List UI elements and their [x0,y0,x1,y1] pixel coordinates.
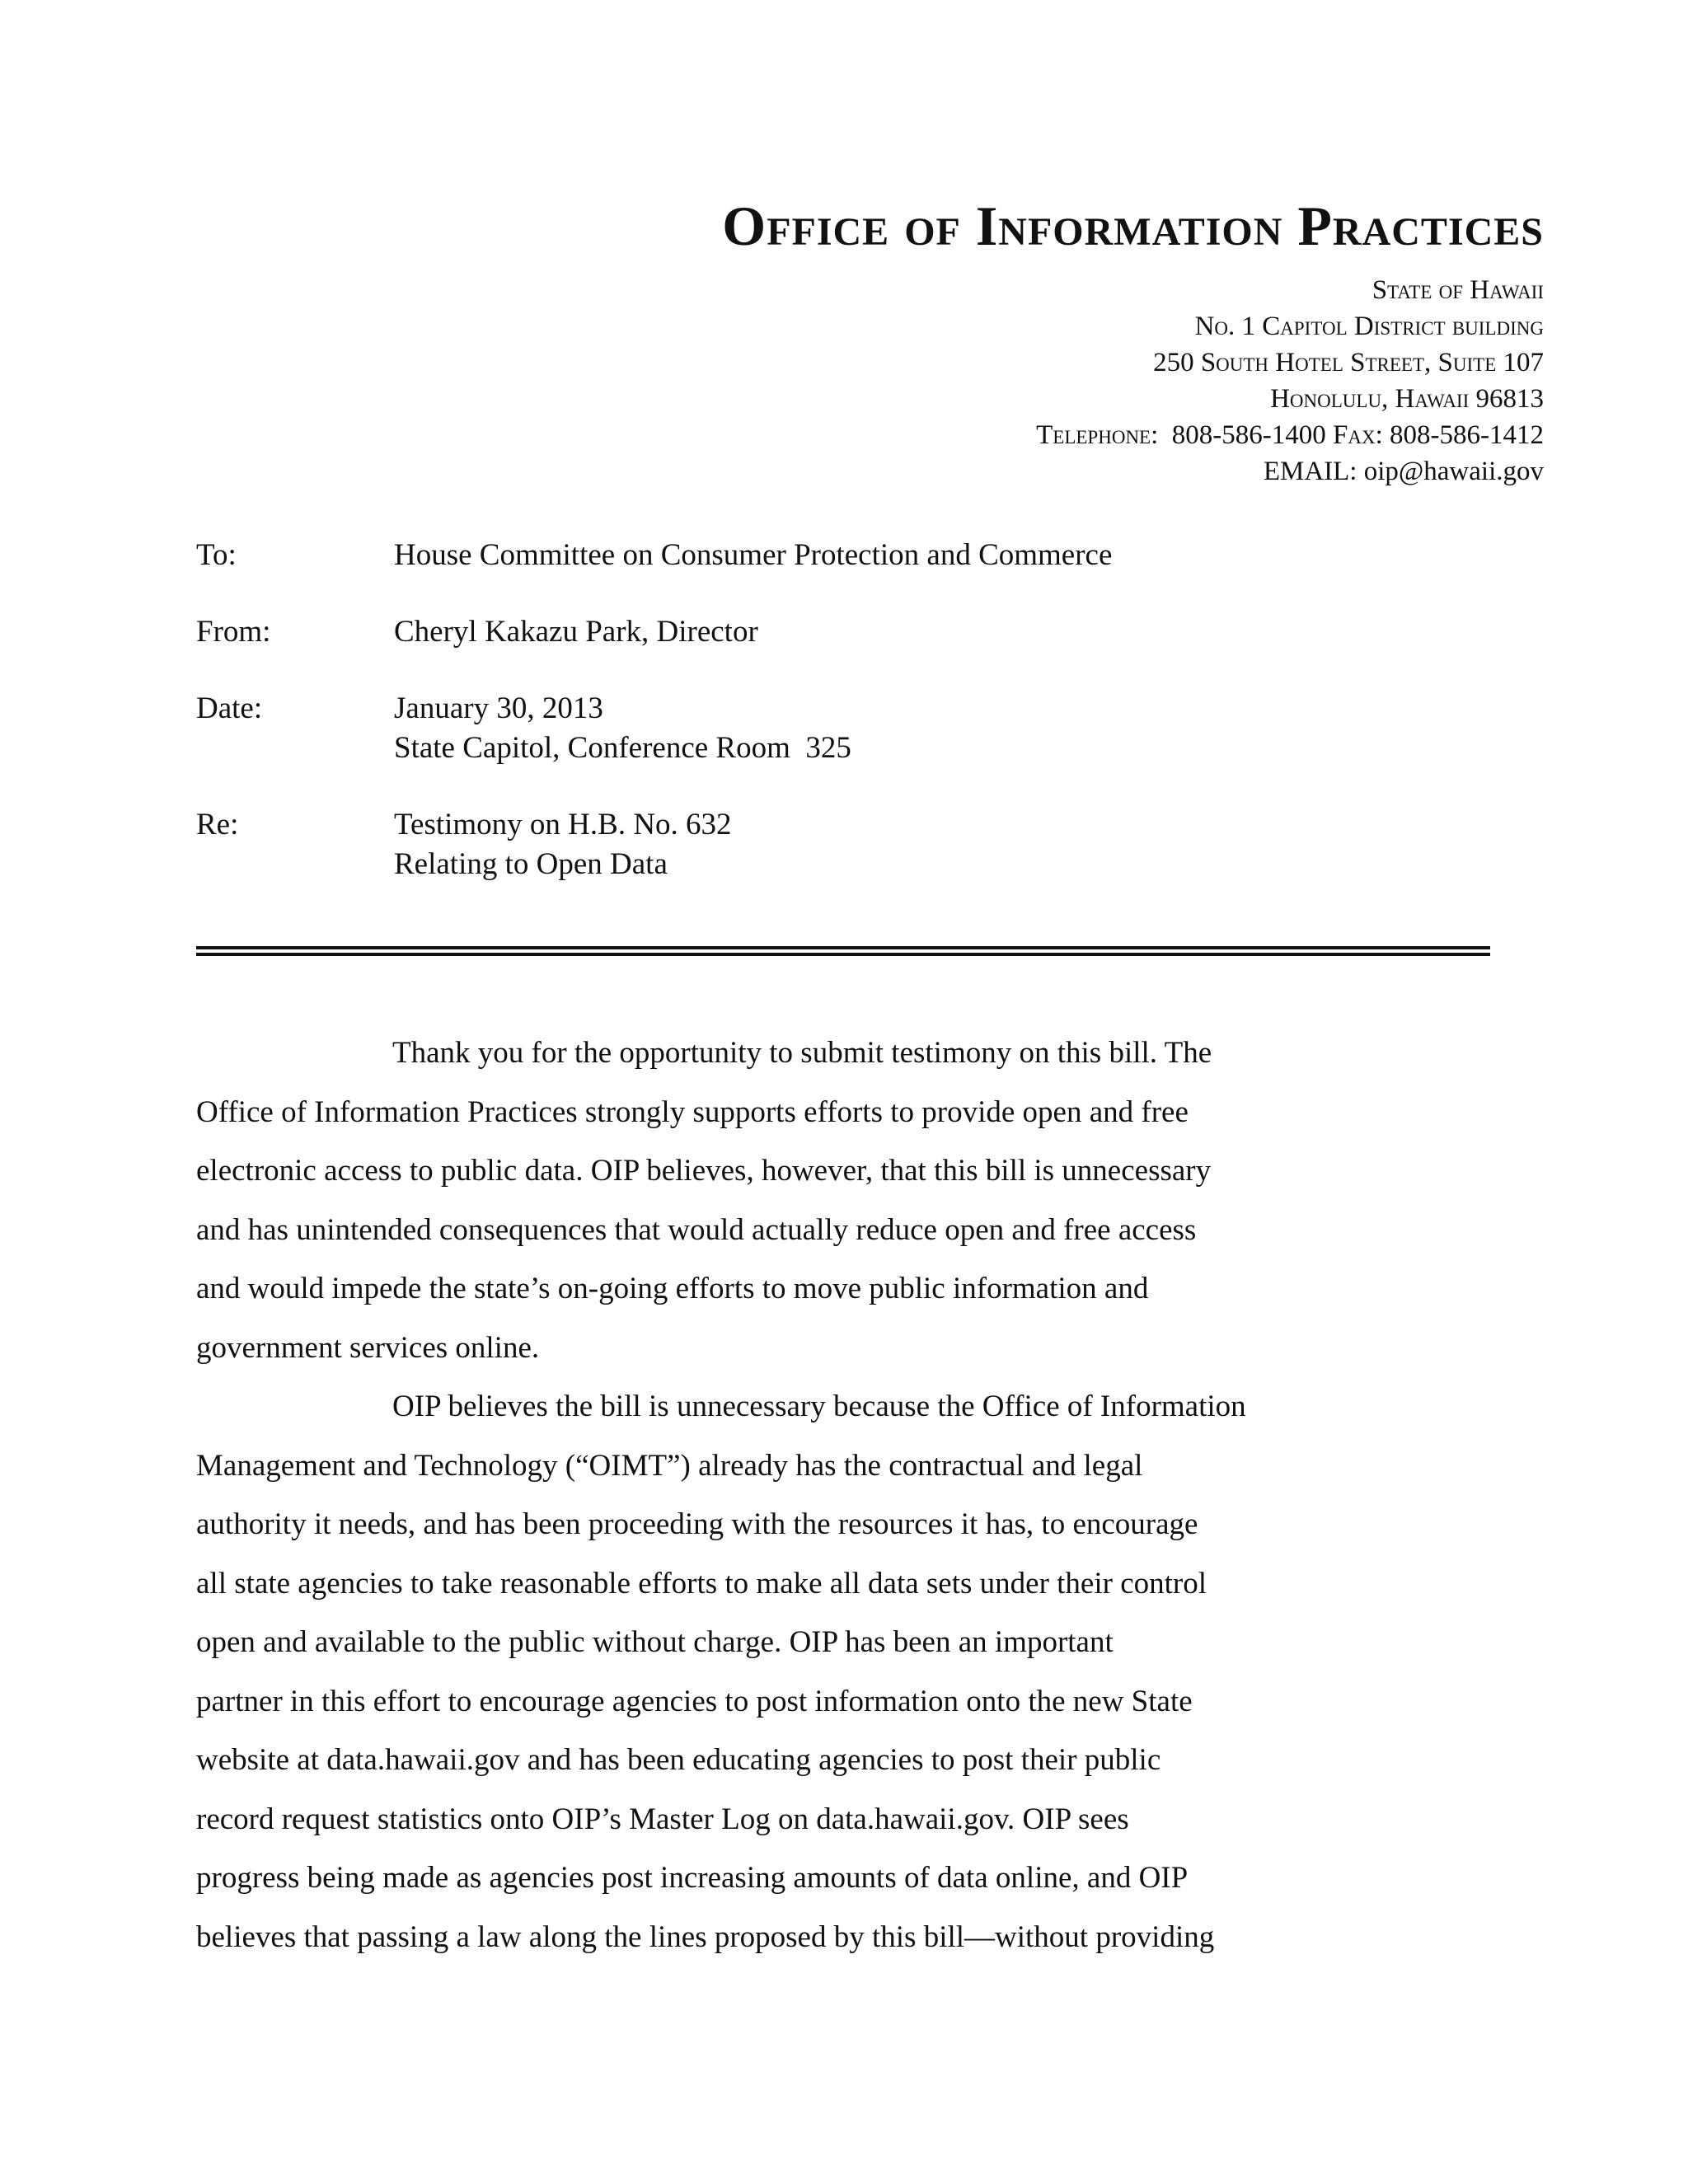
re-label: Re: [196,808,239,841]
body-line: all state agencies to take reasonable efforts to make all data sets under their control [196,1566,1207,1601]
street-line: 250 South Hotel Street, Suite 107 [1153,348,1544,377]
body-line: partner in this effort to encourage agencies to post information onto the new State [196,1684,1193,1718]
body-line: website at data.hawaii.gov and has been educating agencies to post their public [196,1743,1161,1777]
office-title: Office of Information Practices [722,194,1544,257]
body-line: Thank you for the opportunity to submit testimony on this bill. The [392,1036,1212,1070]
fax-label: Fax: [1333,420,1383,450]
memo-to-row [196,536,1490,575]
phone-fax-line [722,417,1544,453]
fax-number: 808-586-1412 [1390,420,1544,450]
telephone-label: Telephone: [1036,420,1159,450]
body-line: government services online. [196,1330,540,1365]
memo-date-row [196,689,1490,768]
telephone-number: 808-586-1400 [1171,420,1326,450]
body-line: authority it needs, and has been proceeding with the resources it has, to encourage [196,1507,1198,1541]
body-line: and has unintended consequences that would actually reduce open and free access [196,1212,1197,1247]
body-line: Office of Information Practices strongly supports efforts to provide open and free [196,1094,1189,1129]
body-line: believes that passing a law along the lines proposed by this bill—without providing [196,1919,1215,1954]
state-line: State of Hawaii [1372,275,1544,305]
email-line: EMAIL: oip@hawaii.gov [1263,457,1544,486]
location-value: State Capitol, Conference Room 325 [394,731,851,765]
from-label: From: [196,615,271,649]
to-label: To: [196,538,237,572]
body-line: open and available to the public without charge. OIP has been an important [196,1625,1114,1659]
date-label: Date: [196,691,263,725]
from-value: Cheryl Kakazu Park, Director [394,615,758,649]
re-line-2: Relating to Open Data [394,847,668,881]
to-value: House Committee on Consumer Protection and Commerce [394,538,1113,572]
letterhead [722,194,1544,490]
body-line: Management and Technology (“OIMT”) already has the contractual and legal [196,1448,1143,1483]
building-line: No. 1 Capitol District building [1194,312,1544,341]
date-value: January 30, 2013 [394,691,603,725]
re-line-1: Testimony on H.B. No. 632 [394,808,732,841]
memo-from-row [196,612,1490,652]
city-line: Honolulu, Hawaii 96813 [1270,384,1544,414]
body-line: record request statistics onto OIP’s Master Log on data.hawaii.gov. OIP sees [196,1802,1129,1836]
memo-header [196,536,1490,921]
body-line: OIP believes the bill is unnecessary because the Office of Information [392,1390,1246,1423]
body-line: progress being made as agencies post increasing amounts of data online, and OIP [196,1861,1189,1895]
testimony-body [196,1029,1498,1971]
memo-re-row [196,805,1490,884]
double-rule-divider [196,946,1490,956]
body-line: and would impede the state’s on-going efforts to move public information and [196,1272,1149,1305]
body-line: electronic access to public data. OIP believes, however, that this bill is unnecessary [196,1154,1212,1188]
